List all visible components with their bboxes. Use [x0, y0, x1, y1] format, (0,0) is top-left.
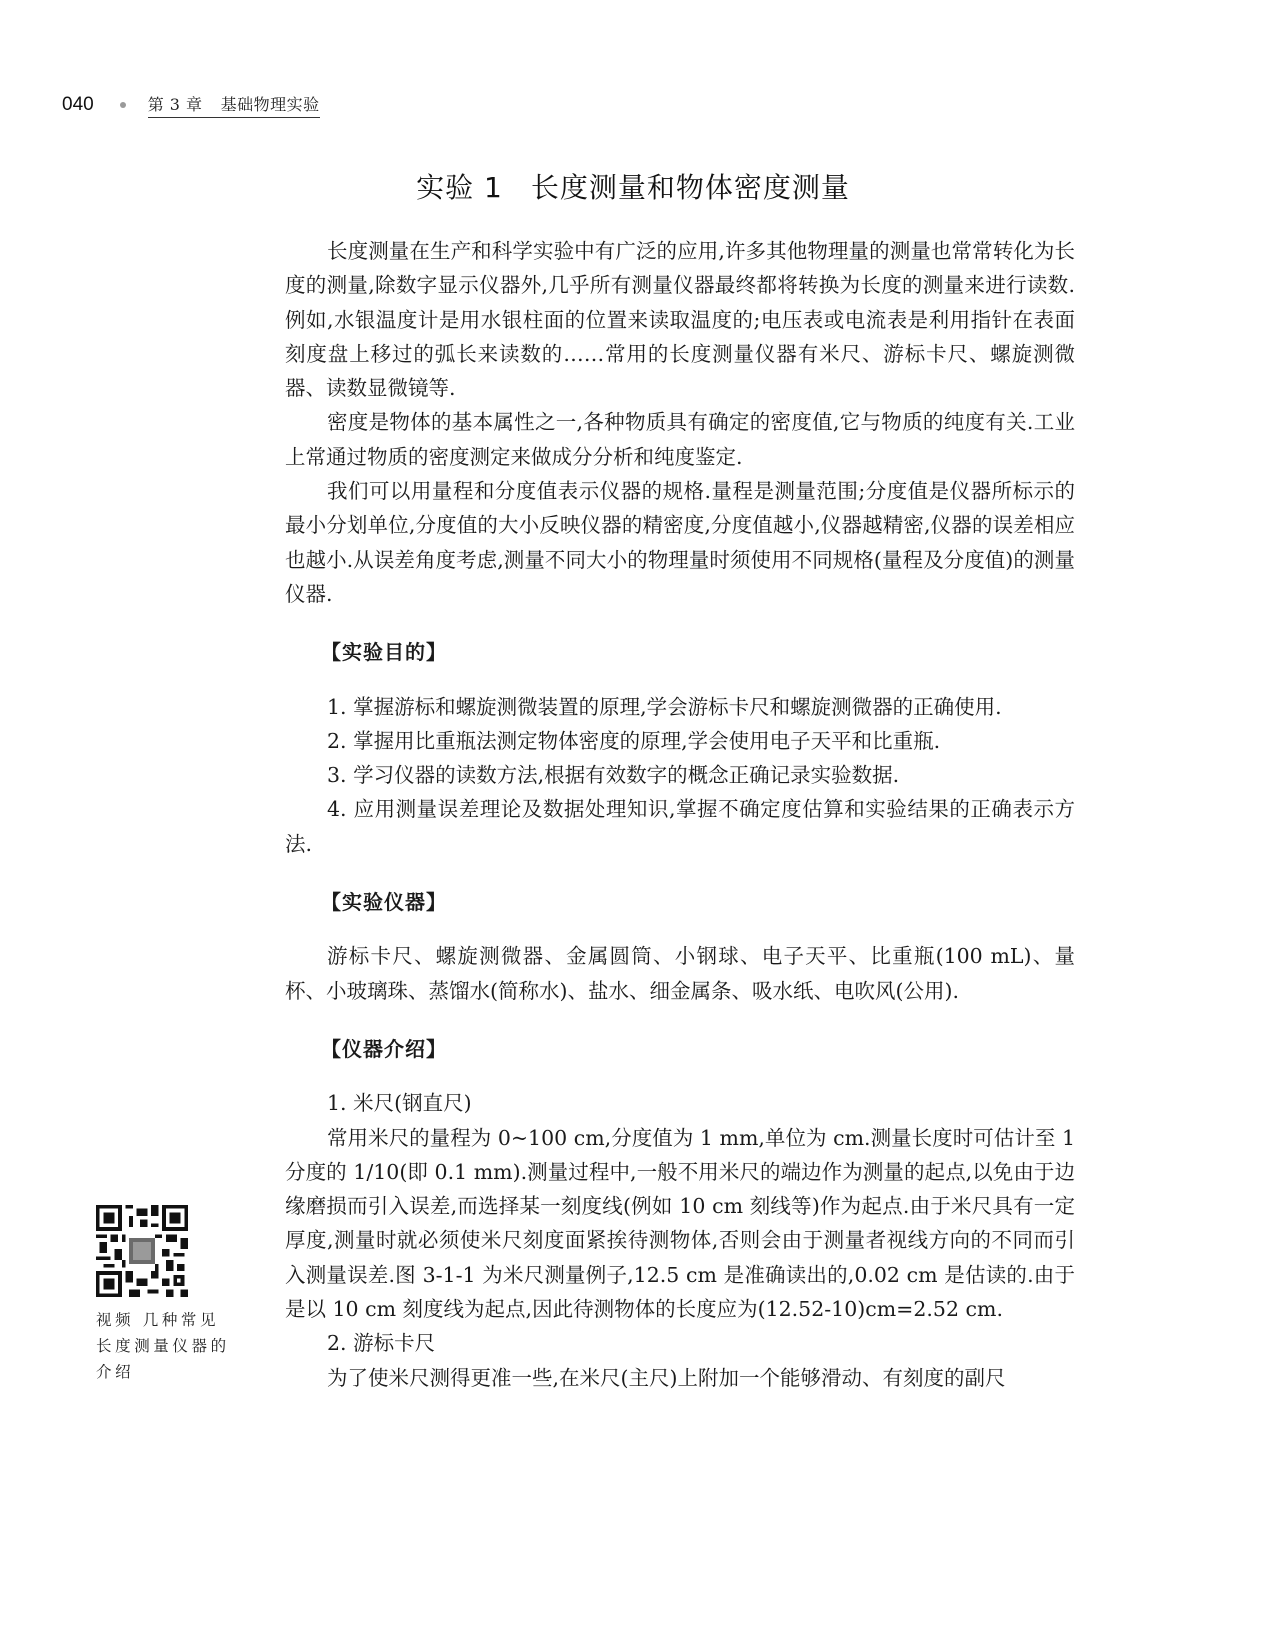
purpose-item: 3. 学习仪器的读数方法,根据有效数字的概念正确记录实验数据.	[327, 763, 900, 788]
chapter-heading	[148, 92, 320, 118]
video-caption: 视频 几种常见长度测量仪器的介绍	[96, 1311, 230, 1381]
chapter-title: 基础物理实验	[220, 95, 320, 114]
qr-code-icon[interactable]	[96, 1205, 188, 1297]
purpose-item: 1. 掌握游标和螺旋测微装置的原理,学会游标卡尺和螺旋测微器的正确使用.	[327, 694, 1002, 719]
ruler-paragraph: 常用米尺的量程为 0~100 cm,分度值为 1 mm,单位为 cm.测量长度时可估计至 1 分度的 1/10(即 0.1 mm).测量过程中,一般不用米尺的端边作为测量的起点,以免由于边缘磨损而引入误差,而选择某一刻度线(例如 10 cm 刻线等)作为起点.由于米尺具有一定厚度,测量时就必须使米尺刻度面紧挨待测物体,否则会由于测量者视线方向的不同而引入测量误差.图 3-1-1 为米尺测量例子,12.5 cm 是准确读出的,0.02 cm 是估读的.由于是以 10 cm 刻度线为起点,因此待测物体的长度应为(12.52-10)cm=2.52 cm.	[285, 1125, 1075, 1322]
video-qr-block	[96, 1205, 236, 1385]
purpose-item: 2. 掌握用比重瓶法测定物体密度的原理,学会使用电子天平和比重瓶.	[327, 728, 941, 753]
body-text	[285, 234, 1075, 1395]
section-heading-instruments: 【实验仪器】	[321, 890, 447, 915]
intro-paragraph: 我们可以用量程和分度值表示仪器的规格.量程是测量范围;分度值是仪器所标示的最小分划单位,分度值的大小反映仪器的精密度,分度值越小,仪器越精密,仪器的误差相应也越小.从误差角度考虑,测量不同大小的物理量时须使用不同规格(量程及分度值)的测量仪器.	[285, 479, 1075, 606]
running-header	[62, 90, 320, 120]
intro-paragraph: 密度是物体的基本属性之一,各种物质具有确定的密度值,它与物质的纯度有关.工业上常通过物质的密度测定来做成分分析和纯度鉴定.	[285, 410, 1075, 469]
instruments-list: 游标卡尺、螺旋测微器、金属圆筒、小钢球、电子天平、比重瓶(100 mL)、量杯、小玻璃珠、蒸馏水(简称水)、盐水、细金属条、吸水纸、电吹风(公用).	[285, 944, 1075, 1003]
intro-paragraph: 长度测量在生产和科学实验中有广泛的应用,许多其他物理量的测量也常常转化为长度的测量,除数字显示仪器外,几乎所有测量仪器最终都将转换为长度的测量来进行读数.例如,水银温度计是用水银柱面的位置来读取温度的;电压表或电流表是利用指针在表面刻度盘上移过的弧长来读数的……常用的长度测量仪器有米尺、游标卡尺、螺旋测微器、读数显微镜等.	[285, 239, 1075, 401]
vernier-paragraph: 为了使米尺测得更准一些,在米尺(主尺)上附加一个能够滑动、有刻度的副尺	[327, 1365, 1006, 1390]
page-number: 040	[62, 94, 94, 115]
subsection-title-vernier: 2. 游标卡尺	[327, 1331, 436, 1356]
subsection-title-ruler: 1. 米尺(钢直尺)	[327, 1091, 472, 1116]
experiment-label: 实验 1	[416, 171, 503, 204]
section-heading-instrument-intro: 【仪器介绍】	[321, 1036, 447, 1061]
experiment-title-text: 长度测量和物体密度测量	[530, 171, 850, 204]
separator-dot-icon	[120, 102, 126, 108]
experiment-title	[0, 166, 1266, 206]
section-heading-purpose: 【实验目的】	[321, 640, 447, 665]
purpose-item: 4. 应用测量误差理论及数据处理知识,掌握不确定度估算和实验结果的正确表示方法.	[285, 797, 1075, 856]
chapter-label: 第 3 章	[147, 95, 203, 114]
